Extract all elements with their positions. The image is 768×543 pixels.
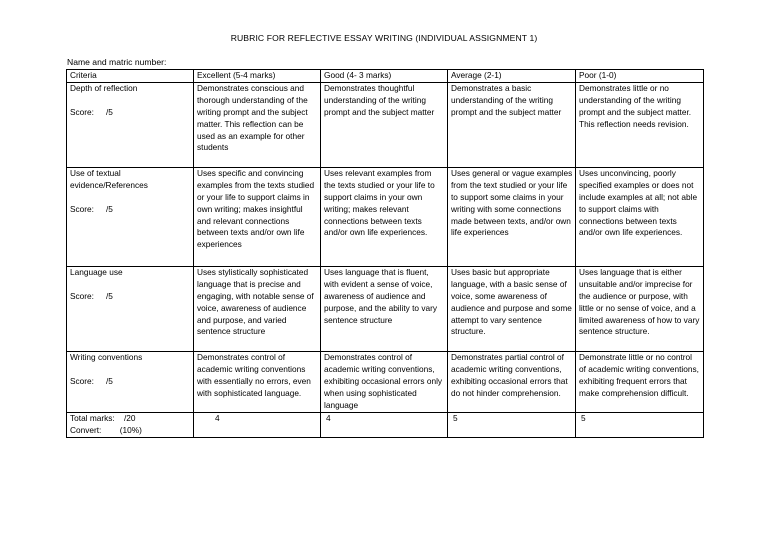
score-value: /5 — [106, 290, 113, 301]
score-label: Score: — [70, 203, 94, 214]
score-value: /5 — [106, 375, 113, 386]
criterion-name: Language use — [70, 266, 123, 277]
criterion-cell — [67, 167, 194, 266]
score-line — [70, 107, 191, 119]
score-line — [70, 204, 191, 216]
mark-value: 5 — [581, 412, 586, 423]
descriptor-excellent: Uses specific and convincing examples from the texts studied or your life to support claims in own writing; makes insightful and relevant connections between texts and/or own life experiences — [194, 167, 321, 266]
descriptor-poor: Uses language that is either unsuitable and/or imprecise for the audience or purpose, with little or no sense of voice, and a limited awareness of how to vary sentence structure. — [576, 266, 704, 351]
criterion-cell — [67, 266, 194, 351]
descriptor-average: Demonstrates partial control of academic writing conventions, exhibiting occasional errors that do not hinder comprehension. — [448, 351, 576, 412]
document-title: RUBRIC FOR REFLECTIVE ESSAY WRITING (INDIVIDUAL ASSIGNMENT 1) — [230, 33, 538, 43]
table-row — [67, 167, 704, 266]
total-marks-label: Total marks: /20 — [70, 412, 136, 423]
score-line — [70, 376, 191, 388]
criterion-name: Writing conventions — [70, 351, 143, 362]
header-excellent: Excellent (5-4 marks) — [194, 70, 321, 83]
table-row — [67, 351, 704, 412]
descriptor-average: Uses general or vague examples from the text studied or your life to support some claims in your writing with some connections made between texts, and/or own life experiences — [448, 167, 576, 266]
score-value: /5 — [106, 106, 113, 117]
mark-average — [448, 412, 576, 437]
rubric-table — [66, 69, 704, 438]
table-row — [67, 82, 704, 167]
descriptor-good: Uses relevant examples from the texts studied or your life to support claims in your own writing; makes relevant connections between texts and/or own life experiences. — [321, 167, 448, 266]
descriptor-poor: Uses unconvincing, poorly specified examples or does not include examples at all; not able to support claims with connections between texts and/or own life experiences. — [576, 167, 704, 266]
descriptor-good: Uses language that is fluent, with evident a sense of voice, awareness of audience and purpose, and the ability to vary sentence structure — [321, 266, 448, 351]
table-row — [67, 266, 704, 351]
mark-value: 5 — [453, 412, 458, 423]
score-line — [70, 291, 191, 303]
header-criteria: Criteria — [67, 70, 194, 83]
totals-row — [67, 412, 704, 437]
criterion-cell — [67, 82, 194, 167]
header-poor: Poor (1-0) — [576, 70, 704, 83]
criterion-name: Depth of reflection — [70, 82, 138, 93]
header-good: Good (4- 3 marks) — [321, 70, 448, 83]
score-label: Score: — [70, 290, 94, 301]
score-value: /5 — [106, 203, 113, 214]
mark-poor — [576, 412, 704, 437]
score-label: Score: — [70, 375, 94, 386]
descriptor-good: Demonstrates thoughtful understanding of the writing prompt and the subject matter — [321, 82, 448, 167]
descriptor-poor: Demonstrate little or no control of academic writing conventions, exhibiting frequent errors that make comprehension difficult. — [576, 351, 704, 412]
descriptor-excellent: Uses stylistically sophisticated language that is precise and engaging, with notable sense of voice, awareness of audience and purpose, and varied sentence structure — [194, 266, 321, 351]
descriptor-good: Demonstrates control of academic writing conventions, exhibiting occasional errors only when using sophisticated language — [321, 351, 448, 412]
header-average: Average (2-1) — [448, 70, 576, 83]
descriptor-excellent: Demonstrates conscious and thorough understanding of the writing prompt and the subject matter. This reflection can be used as an example for other students — [194, 82, 321, 167]
convert-label: Convert: (10%) — [70, 424, 142, 435]
name-matric-label: Name and matric number: — [67, 57, 167, 67]
header-row — [67, 70, 704, 83]
mark-value: 4 — [215, 412, 220, 423]
descriptor-average: Demonstrates a basic understanding of the writing prompt and the subject matter — [448, 82, 576, 167]
mark-value: 4 — [326, 412, 331, 423]
mark-good — [321, 412, 448, 437]
descriptor-average: Uses basic but appropriate language, with a basic sense of voice, some awareness of audience and purpose and some attempt to vary sentence structure. — [448, 266, 576, 351]
totals-cell — [67, 412, 194, 437]
descriptor-poor: Demonstrates little or no understanding of the writing prompt and the subject matter. This reflection needs revision. — [576, 82, 704, 167]
mark-excellent — [194, 412, 321, 437]
criterion-name: Use of textual evidence/References — [70, 167, 148, 190]
criterion-cell — [67, 351, 194, 412]
score-label: Score: — [70, 106, 94, 117]
descriptor-excellent: Demonstrates control of academic writing conventions with essentially no errors, even with sophisticated language. — [194, 351, 321, 412]
